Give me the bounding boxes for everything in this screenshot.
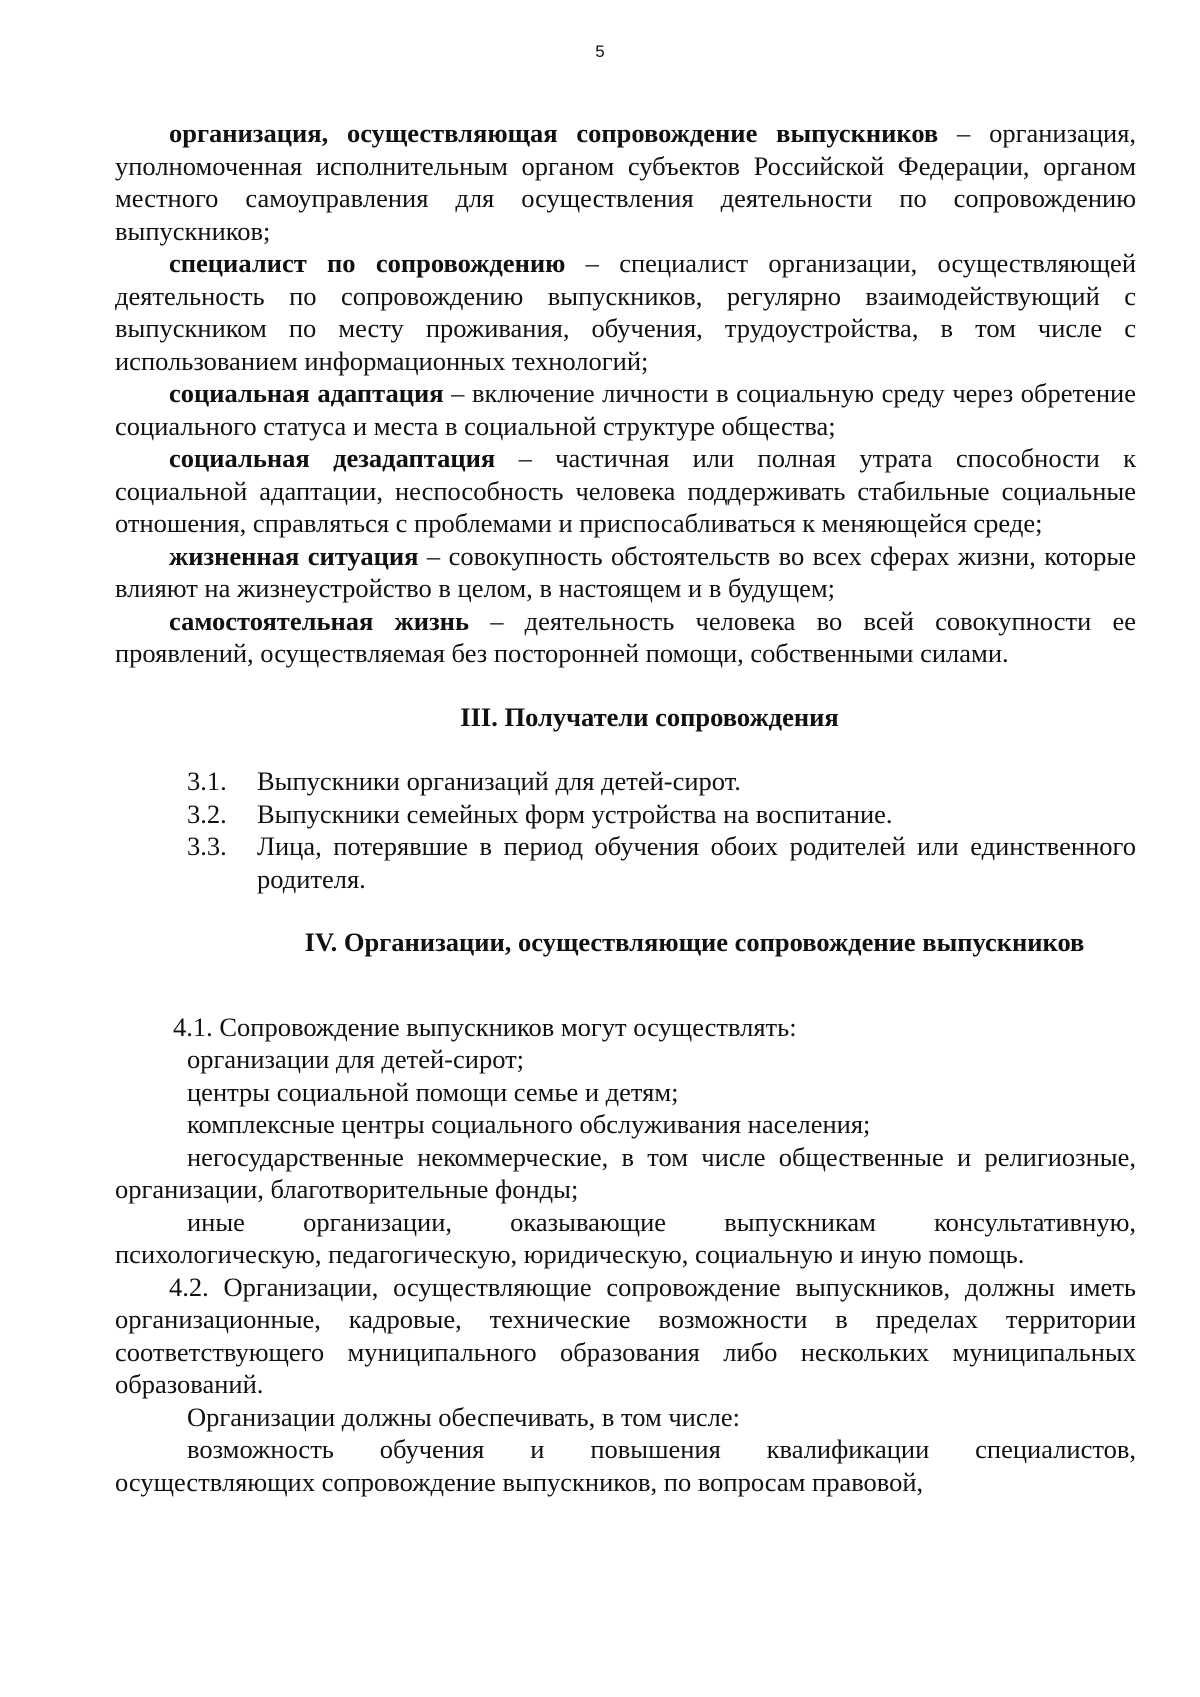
list-item-text: Выпускники семейных форм устройства на воспитание. [257, 798, 893, 829]
section-heading: III. Получатели сопровождения [460, 701, 839, 732]
provider-item: комплексные центры социального обслуживания населения; [187, 1109, 871, 1139]
definition-paragraph [115, 540, 1136, 605]
recipients-list [115, 765, 1136, 895]
list-item [187, 765, 1136, 798]
definition-paragraph [115, 442, 1136, 540]
list-item-number: 3.1. [187, 766, 227, 796]
provider-item: организации для детей-сирот; [187, 1044, 525, 1074]
clause-4-2-intro: Организации должны обеспечивать, в том числе: [187, 1401, 740, 1432]
provider-item: иные организации, оказывающие выпускникам консультативную, психологическую, педагогическую, юридическую, социальную и иную помощь. [115, 1206, 1136, 1269]
definition-term: организация, осуществляющая сопровождение выпускников [169, 118, 939, 148]
definition-text: – совокупность обстоятельств во всех сферах жизни, которые влияют на жизнеустройство в целом, в настоящем и в будущем; [115, 540, 1137, 603]
definition-text: – организация, уполномоченная исполнительным органом субъектов Российской Федерации, органом местного самоуправления для осуществления деятельности по сопровождению выпускников; [115, 118, 1137, 246]
definition-term: жизненная ситуация [169, 540, 419, 571]
definition-text: – деятельность человека во всей совокупности ее проявлений, осуществляемая без посторонней помощи, собственными силами. [115, 605, 1137, 668]
definition-text: – специалист организации, осуществляющей деятельность по сопровождению выпускников, регулярно взаимодействующий с выпускником по месту проживания, обучения, трудоустройства, в том числе с использованием информационных технологий; [115, 248, 1136, 376]
definition-paragraph [115, 117, 1136, 247]
definition-text: – частичная или полная утрата способности к социальной адаптации, неспособность человека поддерживать стабильные социальные отношения, справляться с проблемами и приспосабливаться к меняющейся среде; [115, 443, 1137, 538]
definition-paragraph [115, 377, 1136, 442]
definition-text: – включение личности в социальную среду через обретение социального статуса и места в социальной структуре общества; [115, 378, 1136, 441]
clause-4-2: 4.2. Организации, осуществляющие сопровождение выпускников, должны иметь организационные, кадровые, технические возможности в пределах территории соответствующего муниципального образования либо нескольких муниципальных образований. [115, 1271, 1136, 1399]
page-number: 5 [595, 42, 605, 61]
clause-4-2-item: возможность обучения и повышения квалификации специалистов, осуществляющих сопровождение выпускников, по вопросам правовой, [115, 1434, 1136, 1497]
list-item-number: 3.3. [187, 831, 227, 861]
clause-4-1-intro: 4.1. Сопровождение выпускников могут осуществлять: [173, 1011, 797, 1042]
provider-item: негосударственные некоммерческие, в том числе общественные и религиозные, организации, благотворительные фонды; [115, 1141, 1136, 1204]
section-heading: IV. Организации, осуществляющие сопровождение выпускников [304, 927, 1085, 957]
list-item-text: Выпускники организаций для детей-сирот. [257, 766, 741, 796]
definition-paragraph [115, 605, 1136, 670]
list-item [187, 798, 1136, 831]
definition-paragraph [115, 247, 1136, 377]
definition-term: социальная адаптация [169, 378, 444, 408]
list-item [187, 830, 1136, 895]
provider-item: центры социальной помощи семье и детям; [187, 1076, 679, 1107]
definition-term: специалист по сопровождению [169, 248, 566, 278]
list-item-text: Лица, потерявшие в период обучения обоих родителей или единственного родителя. [257, 831, 1136, 894]
definition-term: социальная дезадаптация [169, 443, 496, 473]
page-content [115, 117, 1136, 1498]
list-item-number: 3.2. [187, 798, 227, 829]
definition-term: самостоятельная жизнь [169, 605, 469, 636]
